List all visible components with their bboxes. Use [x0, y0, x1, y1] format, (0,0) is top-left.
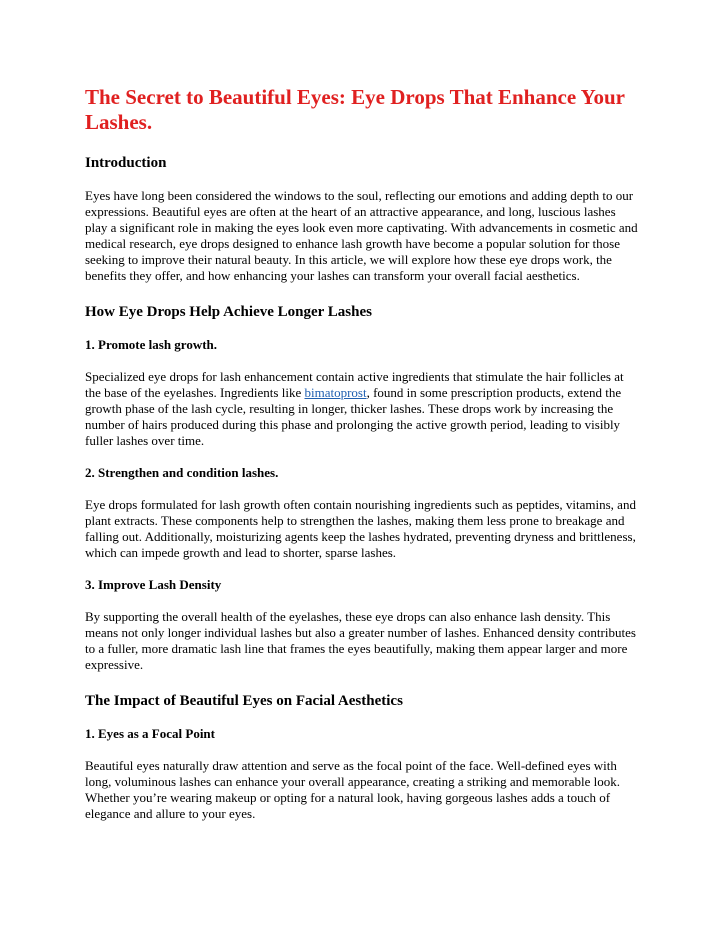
subheading-promote-growth: 1. Promote lash growth. — [85, 337, 218, 352]
section-heading-facial-aesthetics: The Impact of Beautiful Eyes on Facial Aesthetics — [85, 693, 403, 709]
paragraph-promote-growth — [85, 369, 640, 449]
subheading-density: 3. Improve Lash Density — [85, 577, 222, 592]
paragraph-focal-point: Beautiful eyes naturally draw attention and serve as the focal point of the face. Well-defined eyes with long, voluminous lashes can enhance your overall appearance, creating a striking and memorable look. Whether you’re wearing makeup or opting for a natural look, having gorgeous lashes adds a touch of elegance and allure to your eyes. — [85, 758, 620, 821]
paragraph-text-before-link: Specialized eye drops for lash enhancement contain active ingredients that stimulate the hair follicles at the base of the eyelashes. Ingredients like — [85, 369, 624, 400]
bimatoprost-link[interactable]: bimatoprost — [304, 385, 367, 400]
paragraph-text-after-link: , found in some prescription products, extend the growth phase of the lash cycle, resulting in longer, thicker lashes. These drops work by increasing the number of hairs produced during this phase and prolonging the active growth period, leading to visibly fuller lashes over time. — [85, 385, 622, 448]
document-title: The Secret to Beautiful Eyes: Eye Drops That Enhance Your Lashes. — [85, 85, 625, 134]
intro-heading: Introduction — [85, 155, 167, 171]
paragraph-density: By supporting the overall health of the eyelashes, these eye drops can also enhance lash density. This means not only longer individual lashes but also a greater number of lashes. Enhanced density contributes to a fuller, more dramatic lash line that frames the eyes beautifully, making them appear larger and more expressive. — [85, 609, 636, 672]
subheading-strengthen: 2. Strengthen and condition lashes. — [85, 465, 279, 480]
section-heading-longer-lashes: How Eye Drops Help Achieve Longer Lashes — [85, 304, 372, 320]
paragraph-strengthen: Eye drops formulated for lash growth often contain nourishing ingredients such as peptides, vitamins, and plant extracts. These components help to strengthen the lashes, making them less prone to breakage and falling out. Additionally, moisturizing agents keep the lashes hydrated, preventing dryness and brittleness, which can impede growth and lead to shorter, sparse lashes. — [85, 497, 636, 560]
subheading-focal-point: 1. Eyes as a Focal Point — [85, 726, 215, 741]
intro-paragraph: Eyes have long been considered the windows to the soul, reflecting our emotions and adding depth to our expressions. Beautiful eyes are often at the heart of an attractive appearance, and long, luscious lashes play a significant role in making the eyes look even more captivating. With advancements in cosmetic and medical research, eye drops designed to enhance lash growth have become a popular solution for those seeking to improve their natural beauty. In this article, we will explore how these eye drops work, the benefits they offer, and how enhancing your lashes can transform your overall facial aesthetics. — [85, 188, 638, 283]
